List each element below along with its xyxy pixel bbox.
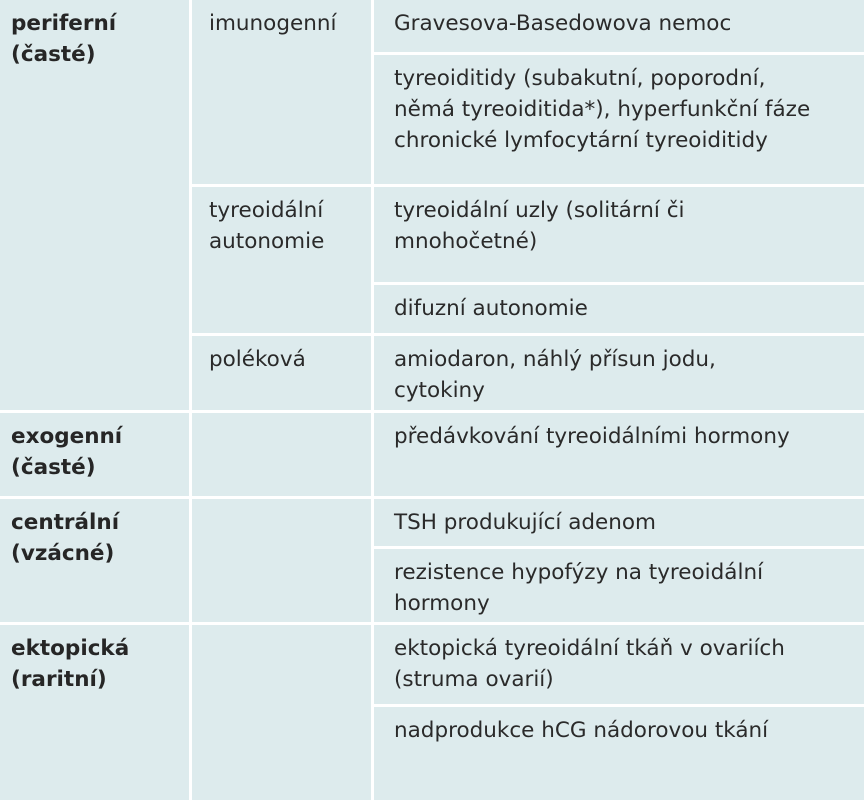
- subtype-name: tyreoidální: [209, 198, 324, 223]
- cause-cell: [371, 496, 864, 546]
- category-name: exogenní: [11, 424, 123, 449]
- category-cell-ectopic: [0, 622, 189, 800]
- cause-cell: [371, 0, 864, 52]
- cause-cell: [371, 184, 864, 282]
- category-frequency: (raritní): [11, 667, 107, 692]
- subtype-cell-empty: [189, 410, 371, 496]
- cause-cell: [371, 52, 864, 184]
- subtype-cell-empty: [189, 496, 371, 622]
- category-frequency: (časté): [11, 455, 96, 480]
- subtype-name: autonomie: [209, 229, 325, 254]
- cause-text: ektopická tyreoidální tkáň v ovariích: [394, 636, 785, 661]
- cause-text: (struma ovarií): [394, 667, 554, 692]
- cause-text: chronické lymfocytární tyreoiditidy: [394, 128, 768, 153]
- subtype-name: imunogenní: [209, 11, 337, 36]
- cause-text: němá tyreoiditida*), hyperfunkční fáze: [394, 97, 811, 122]
- subtype-cell-immunogenic: [189, 0, 371, 184]
- cause-text: difuzní autonomie: [394, 296, 588, 321]
- cause-text: amiodaron, náhlý přísun jodu,: [394, 347, 716, 372]
- category-name: periferní: [11, 11, 117, 36]
- cause-cell: [371, 282, 864, 333]
- cause-cell: [371, 410, 864, 496]
- cause-text: nadprodukce hCG nádorovou tkání: [394, 718, 769, 743]
- subtype-name: poléková: [209, 347, 306, 372]
- cause-cell: [371, 622, 864, 704]
- cause-cell: [371, 333, 864, 410]
- cause-text: tyreoidální uzly (solitární či: [394, 198, 685, 223]
- cause-text: tyreoiditidy (subakutní, poporodní,: [394, 66, 766, 91]
- category-cell-exogenous: [0, 410, 189, 496]
- category-frequency: (časté): [11, 42, 96, 67]
- category-name: ektopická: [11, 636, 130, 661]
- cause-cell: [371, 546, 864, 622]
- subtype-cell-drug-induced: [189, 333, 371, 410]
- cause-text: TSH produkující adenom: [394, 510, 656, 535]
- category-frequency: (vzácné): [11, 541, 115, 566]
- cause-text: rezistence hypofýzy na tyreoidální: [394, 560, 764, 585]
- category-name: centrální: [11, 510, 120, 535]
- subtype-cell-empty: [189, 622, 371, 800]
- cause-text: předávkování tyreoidálními hormony: [394, 424, 790, 449]
- cause-text: hormony: [394, 591, 490, 616]
- subtype-cell-autonomy: [189, 184, 371, 333]
- cause-text: mnohočetné): [394, 229, 538, 254]
- category-cell-central: [0, 496, 189, 622]
- cause-text: cytokiny: [394, 378, 485, 403]
- cause-cell: [371, 704, 864, 800]
- cause-text: Gravesova-Basedowova nemoc: [394, 11, 732, 36]
